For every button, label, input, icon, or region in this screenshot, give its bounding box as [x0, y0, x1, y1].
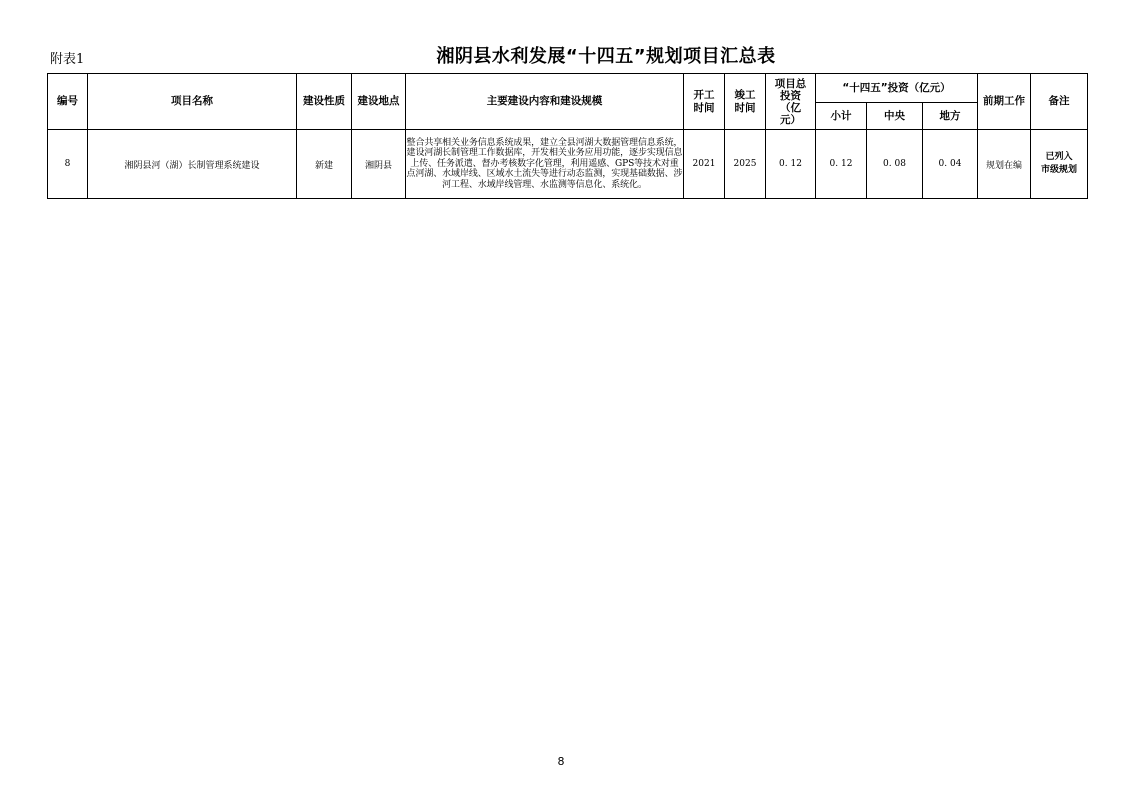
- cell-no: 8: [48, 130, 88, 199]
- cell-total: 0. 12: [766, 130, 816, 199]
- cell-location: 湘阴县: [352, 130, 406, 199]
- header-total: 项目总 投资 （亿 元）: [766, 74, 816, 130]
- header-prework: 前期工作: [978, 74, 1031, 130]
- header-central: 中央: [867, 103, 923, 130]
- cell-remark: 已列入 市级规划: [1031, 130, 1088, 199]
- table-row: [48, 130, 1088, 199]
- header-content: 主要建设内容和建设规模: [406, 74, 684, 130]
- cell-content: 整合共享相关业务信息系统成果，建立全县河湖大数据管理信息系统，建设河湖长制管理工作数据库，开发相关业务应用功能，逐步实现信息上传、任务派遣、督办考核数字化管理，利用遥感、GPS等技术对重点河湖、水域岸线、区域水土流失等进行动态监测，实现基础数据、涉河工程、水域岸线管理、水监测等信息化、系统化。: [406, 130, 684, 199]
- project-summary-table: [47, 73, 1088, 199]
- cell-name: 湘阴县河（湖）长制管理系统建设: [88, 130, 297, 199]
- cell-subtotal: 0. 12: [816, 130, 867, 199]
- page-number: 8: [557, 755, 565, 768]
- cell-end: 2025: [725, 130, 766, 199]
- cell-central: 0. 08: [867, 130, 923, 199]
- header-nature: 建设性质: [297, 74, 352, 130]
- header-no: 编号: [48, 74, 88, 130]
- cell-start: 2021: [684, 130, 725, 199]
- cell-nature: 新建: [297, 130, 352, 199]
- appendix-label: 附表1: [50, 52, 85, 67]
- header-name: 项目名称: [88, 74, 297, 130]
- header-subtotal: 小计: [816, 103, 867, 130]
- header-local: 地方: [923, 103, 978, 130]
- header-location: 建设地点: [352, 74, 406, 130]
- cell-prework: 规划在编: [978, 130, 1031, 199]
- header-plan-group: “十四五”投资（亿元）: [816, 74, 978, 103]
- header-start: 开工 时间: [684, 74, 725, 130]
- header-row-1: [48, 74, 1088, 103]
- header-remark: 备注: [1031, 74, 1088, 130]
- page-title: 湘阴县水利发展“十四五”规划项目汇总表: [436, 46, 776, 67]
- header-end: 竣工 时间: [725, 74, 766, 130]
- cell-local: 0. 04: [923, 130, 978, 199]
